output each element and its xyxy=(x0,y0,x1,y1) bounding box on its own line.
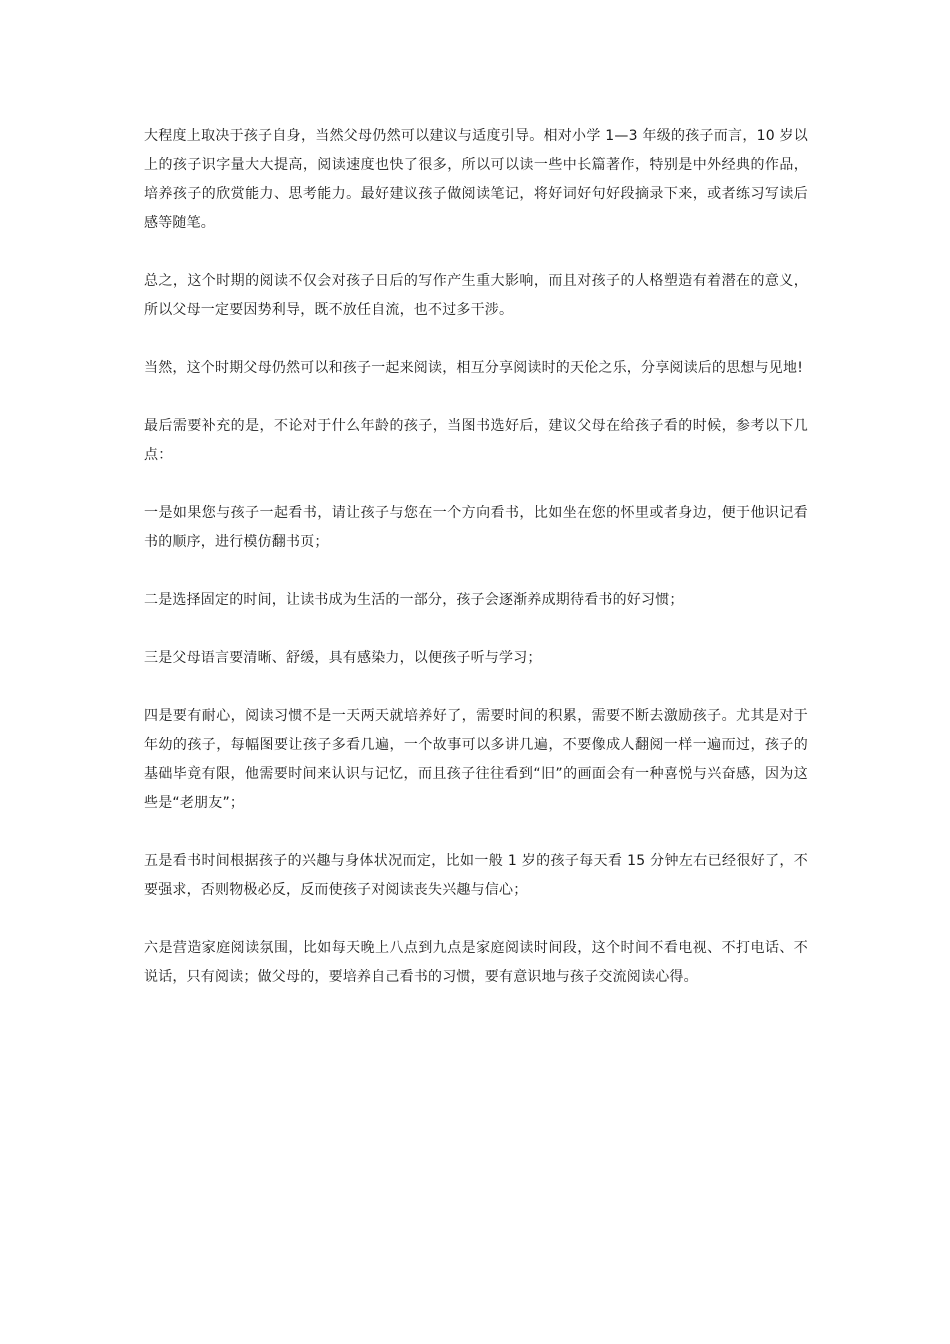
paragraph-6: 二是选择固定的时间，让读书成为生活的一部分，孩子会逐渐养成期待看书的好习惯； xyxy=(144,592,684,608)
paragraph-4: 最后需要补充的是，不论对于什么年龄的孩子，当图书选好后，建议父母在给孩子看的时候，参考以下几点： xyxy=(144,418,808,463)
document-body xyxy=(144,122,808,1021)
paragraph-1: 大程度上取决于孩子自身，当然父母仍然可以建议与适度引导。相对小学 1—3 年级的孩子而言，10 岁以上的孩子识字量大大提高，阅读速度也快了很多，所以可以读一些中长篇著作，特别是中外经典的作品，培养孩子的欣赏能力、思考能力。最好建议孩子做阅读笔记，将好词好句好段摘录下来，或者练习写读后感等随笔。 xyxy=(144,128,808,231)
paragraph-9: 五是看书时间根据孩子的兴趣与身体状况而定，比如一般 1 岁的孩子每天看 15 分钟左右已经很好了，不要强求，否则物极必反，反而使孩子对阅读丧失兴趣与信心； xyxy=(144,853,808,898)
paragraph-7: 三是父母语言要清晰、舒缓，具有感染力，以便孩子听与学习； xyxy=(144,650,542,666)
paragraph-5: 一是如果您与孩子一起看书，请让孩子与您在一个方向看书，比如坐在您的怀里或者身边，便于他识记看书的顺序，进行模仿翻书页； xyxy=(144,505,808,550)
paragraph-3: 当然，这个时期父母仍然可以和孩子一起来阅读，相互分享阅读时的天伦之乐，分享阅读后的思想与见地! xyxy=(144,360,804,376)
paragraph-2: 总之，这个时期的阅读不仅会对孩子日后的写作产生重大影响，而且对孩子的人格塑造有着潜在的意义，所以父母一定要因势利导，既不放任自流，也不过多干涉。 xyxy=(144,273,808,318)
paragraph-10: 六是营造家庭阅读氛围，比如每天晚上八点到九点是家庭阅读时间段，这个时间不看电视、不打电话、不说话，只有阅读；做父母的，要培养自己看书的习惯，要有意识地与孩子交流阅读心得。 xyxy=(144,940,808,985)
paragraph-8: 四是要有耐心，阅读习惯不是一天两天就培养好了，需要时间的积累，需要不断去激励孩子。尤其是对于年幼的孩子，每幅图要让孩子多看几遍，一个故事可以多讲几遍，不要像成人翻阅一样一遍而过，孩子的基础毕竟有限，他需要时间来认识与记忆，而且孩子往往看到“旧”的画面会有一种喜悦与兴奋感，因为这些是“老朋友”； xyxy=(144,708,808,811)
